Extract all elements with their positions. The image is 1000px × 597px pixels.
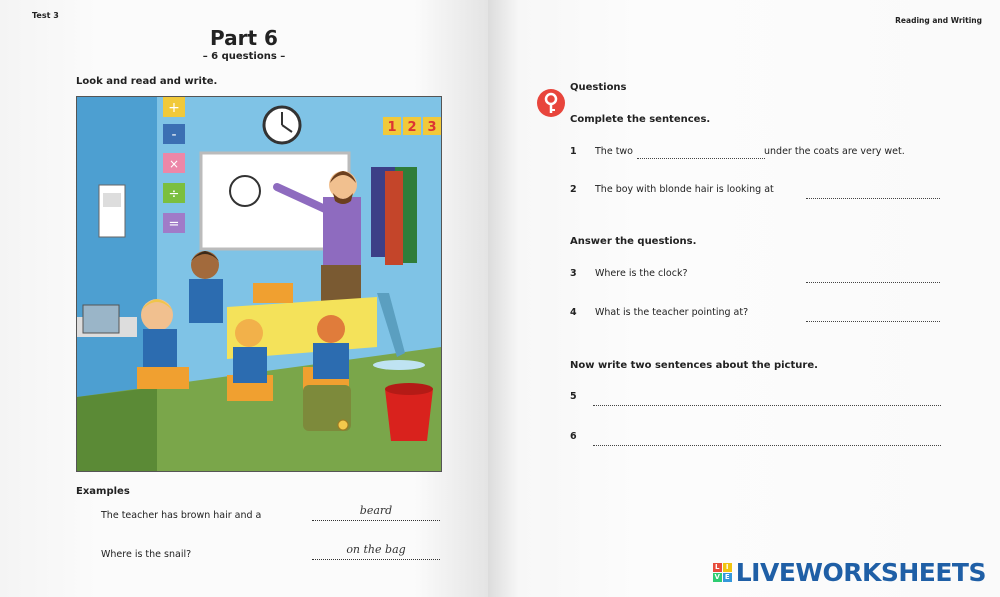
question-6-number: 6 bbox=[570, 431, 577, 442]
question-5-number: 5 bbox=[570, 391, 577, 402]
section-header: Reading and Writing bbox=[895, 16, 982, 25]
example-answer-line-2 bbox=[312, 543, 440, 560]
example-question-2: Where is the snail? bbox=[101, 549, 192, 560]
answer-2-input[interactable] bbox=[806, 186, 940, 199]
symbol-times: × bbox=[168, 157, 180, 171]
number-card-2: 2 bbox=[407, 120, 417, 135]
logo-text: LIVEWORKSHEETS bbox=[735, 558, 986, 587]
question-4-number: 4 bbox=[570, 307, 577, 318]
answer-questions-heading: Answer the questions. bbox=[570, 236, 697, 247]
number-card-1: 1 bbox=[387, 120, 397, 135]
question-3-text: Where is the clock? bbox=[595, 268, 688, 279]
symbol-equals: = bbox=[168, 217, 180, 232]
question-3-number: 3 bbox=[570, 268, 577, 279]
test-label: Test 3 bbox=[32, 11, 59, 20]
logo-mark-icon bbox=[713, 563, 732, 582]
question-2-text: The boy with blonde hair is looking at bbox=[595, 184, 774, 195]
part-title: Part 6 bbox=[210, 26, 278, 50]
answer-3-input[interactable] bbox=[806, 270, 940, 283]
logo-letter: I bbox=[723, 563, 732, 572]
logo-letter: L bbox=[713, 563, 722, 572]
example-answer-1: beard bbox=[359, 504, 393, 517]
question-2-number: 2 bbox=[570, 184, 577, 195]
symbol-divide: ÷ bbox=[168, 187, 180, 202]
classroom-scene bbox=[77, 97, 441, 471]
example-answer-line-1 bbox=[312, 504, 440, 521]
answer-1-input[interactable] bbox=[637, 146, 765, 159]
answer-6-input[interactable] bbox=[593, 433, 941, 446]
logo-letter: E bbox=[723, 573, 732, 582]
question-1-text-b: under the coats are very wet. bbox=[764, 146, 905, 157]
complete-sentences-heading: Complete the sentences. bbox=[570, 114, 711, 125]
left-page bbox=[0, 0, 488, 597]
question-1-number: 1 bbox=[570, 146, 577, 157]
answer-5-input[interactable] bbox=[593, 393, 941, 406]
examples-heading: Examples bbox=[76, 486, 130, 497]
key-icon bbox=[537, 89, 565, 117]
instruction: Look and read and write. bbox=[76, 76, 218, 87]
classroom-illustration bbox=[76, 96, 442, 472]
question-1-text-a: The two bbox=[595, 146, 633, 157]
example-answer-2: on the bag bbox=[346, 543, 406, 556]
number-card-3: 3 bbox=[427, 120, 437, 135]
example-question-1: The teacher has brown hair and a bbox=[101, 510, 262, 521]
questions-heading: Questions bbox=[570, 82, 627, 93]
write-sentences-heading: Now write two sentences about the picture. bbox=[570, 360, 818, 371]
answer-4-input[interactable] bbox=[806, 309, 940, 322]
question-4-text: What is the teacher pointing at? bbox=[595, 307, 749, 318]
part-subtitle: – 6 questions – bbox=[202, 51, 286, 62]
symbol-minus: - bbox=[171, 127, 177, 143]
liveworksheets-logo bbox=[713, 558, 986, 587]
symbol-plus: + bbox=[168, 100, 180, 116]
logo-letter: V bbox=[714, 573, 720, 581]
